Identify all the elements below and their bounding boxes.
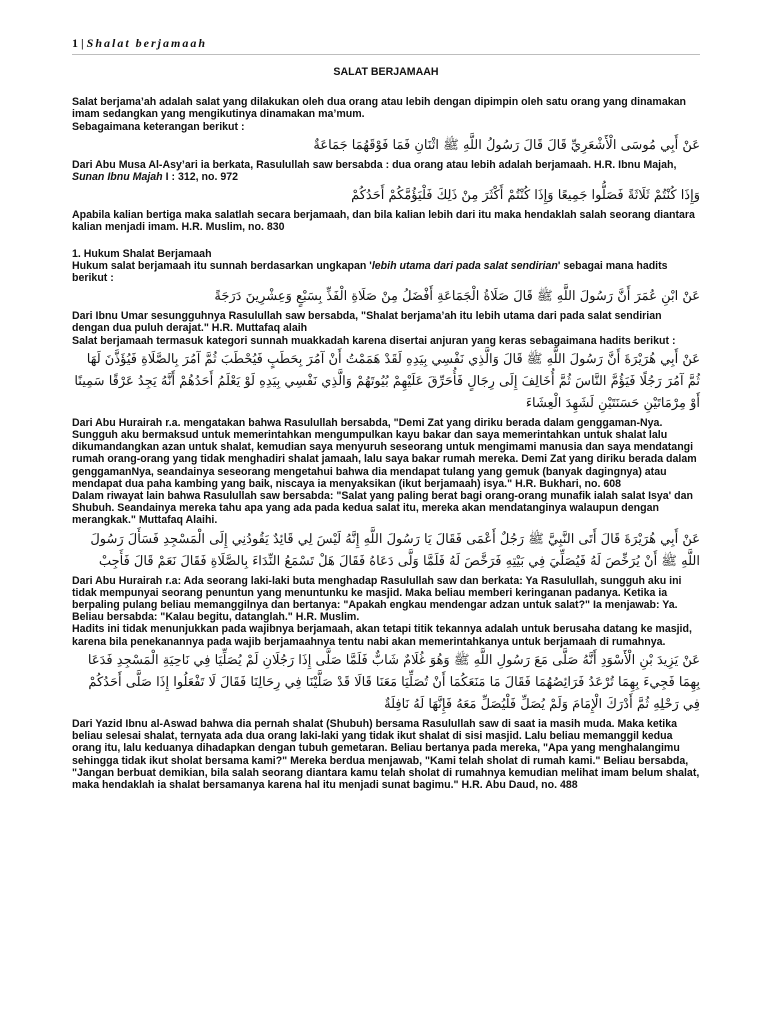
italic-citation: Sunan Ibnu Majah [72, 171, 163, 184]
paragraph: Salat berjama’ah adalah salat yang dilakukan oleh dua orang atau lebih dengan dipimpin oleh satu orang yang dinamakan imam sedangkan yang mengikutinya dinamakan ma’mum. [72, 96, 686, 121]
paragraph-text: Hukum salat berjamaah itu sunnah berdasarkan ungkapan ' [72, 259, 372, 272]
paragraph: Hadits ini tidak menunjukkan pada wajibnya berjamaah, akan tetapi titik tekannya adalah untuk berusaha datang ke masjid, karena bila penekanannya pada wajib berjamaahnya tentu nabi akan memerintahkanya untuk berjamaah di rumahnya. [72, 623, 692, 648]
page-header [72, 36, 700, 51]
paragraph: Sebagaimana keterangan berikut : [72, 120, 245, 133]
page-number: 1 [72, 36, 78, 50]
paragraph-text: Dari Abu Musa Al-Asy’ari ia berkata, Rasulullah saw bersabda : dua orang atau lebih adalah berjamaah. H.R. Ibnu Majah, [72, 158, 677, 171]
paragraph-text: I : 312, no. 972 [162, 171, 239, 184]
header-title: Shalat berjamaah [86, 36, 208, 50]
paragraph-text: ' sebagai mana hadits berikut : [72, 259, 668, 285]
arabic-text: عَنْ أَبِي هُرَيْرَةَ أَنَّ رَسُولَ اللَّهِ ﷺ قَالَ وَالَّذِي نَفْسِي بِيَدِهِ لَقَدْ هَمَمْتُ أَنْ آمُرَ بِحَطَبٍ فَيُحْطَبَ ثُمَّ آمُرَ بِالصَّلَاةِ فَيُؤَذَّنَ لَهَا ثُمَّ آمُرَ رَجُلًا فَيَؤُمَّ النَّاسَ ثُمَّ أُخَالِفَ إِلَى رِجَالٍ فَأُحَرِّقَ عَلَيْهِمْ بُيُوتَهُمْ وَالَّذِي نَفْسِي بِيَدِهِ لَوْ يَعْلَمُ أَحَدُهُمْ أَنَّهُ يَجِدُ عَرْقًا سَمِينًا أَوْ مِرْمَاتَيْنِ حَسَنَتَيْنِ لَشَهِدَ الْعِشَاءَ [74, 351, 700, 411]
paragraph: Dari Ibnu Umar sesungguhnya Rasulullah saw bersabda, "Shalat berjama’ah itu lebih utama dari pada salat sendirian dengan dua puluh derajat." H.R. Muttafaq alaih [72, 310, 662, 335]
arabic-text: عَنْ ابْنِ عُمَرَ أَنَّ رَسُولَ اللَّهِ ﷺ قَالَ صَلَاةُ الْجَمَاعَةِ أَفْضَلُ مِنْ صَلَاةِ الْفَذِّ بِسَبْعٍ وَعِشْرِينَ دَرَجَةً [214, 289, 700, 305]
arabic-text: عَنْ أَبِي هُرَيْرَةَ قَالَ أَتَى النَّبِيَّ ﷺ رَجُلٌ أَعْمَى فَقَالَ يَا رَسُولَ اللَّهِ إِنَّهُ لَيْسَ لِي قَائِدٌ يَقُودُنِي إِلَى الْمَسْجِدِ فَسَأَلَ رَسُولَ اللَّهِ ﷺ أَنْ يُرَخِّصَ لَهُ فَيُصَلِّيَ فِي بَيْتِهِ فَرَخَّصَ لَهُ فَلَمَّا وَلَّى دَعَاهُ فَقَالَ هَلْ تَسْمَعُ النِّدَاءَ بِالصَّلَاةِ فَقَالَ نَعَمْ قَالَ فَأَجِبْ [90, 531, 700, 569]
paragraph: Dari Abu Hurairah r.a. mengatakan bahwa Rasulullah bersabda, "Demi Zat yang diriku berada dalam genggaman-Nya. Sungguh aku bermaksud untuk memerintahkan mengumpulkan kayu bakar dan saya memerintahkan untuk shalat lalu dikumandangkan azan untuk shalat, kemudian saya menyuruh seseorang untuk mengimami manusia dan saya mendatangi rumah orang-orang yang tidak menghadiri shalat jamaah, lalu saya bakar rumah mereka. Demi Zat yang diriku berada dalam genggamanNya, seandainya seseorang mengetahui bahwa dia mendapat tulang yang gemuk (banyak dagingnya) atau mendapat dua paha kambing yang baik, niscaya ia menyaksikan (ikut berjamaah) isya." H.R. Bukhari, no. 608 [72, 416, 697, 490]
paragraph: Dari Yazid Ibnu al-Aswad bahwa dia pernah shalat (Shubuh) bersama Rasulullah saw di saat ia masih muda. Maka ketika beliau selesai shalat, ternyata ada dua orang laki-laki yang tidak ikut shalat di sisi masjid. Lalu beliau memanggil kedua orang itu, lalu keduanya dihadapkan dengan tubuh gemetaran. Beliau bertanya pada mereka, "Apa yang menghalangimu sehingga tidak ikut sholat bersama kami?" Mereka berdua menjawab, "Kami telah sholat di rumah kami." Beliau bersabda, "Jangan berbuat demikian, bila salah seorang diantara kamu telah sholat di rumahnya kemudian melihat imam belum shalat, maka hendaklah ia shalat bersamanya karena hal itu menjadi sunat bagimu." H.R. Abu Daud, no. 488 [72, 717, 700, 791]
italic-quote: lebih utama dari pada salat sendirian [371, 259, 558, 272]
document-body [72, 66, 700, 791]
arabic-text: وَإِذَا كُنْتُمْ ثَلَاثَةً فَصَلُّوا جَمِيعًا وَإِذَا كُنْتُمْ أَكْثَرَ مِنْ ذَلِكَ فَلْيَؤُمَّكُمْ أَحَدُكُمْ [351, 188, 700, 204]
arabic-text: عَنْ يَزِيدَ بْنِ الْأَسْوَدِ أَنَّهُ صَلَّى مَعَ رَسُولِ اللَّهِ ﷺ وَهُوَ غُلَامٌ شَابٌّ فَلَمَّا صَلَّى إِذَا رَجُلَانِ لَمْ يُصَلِّيَا فِي نَاحِيَةِ الْمَسْجِدِ فَدَعَا بِهِمَا فَجِيءَ بِهِمَا تُرْعَدُ فَرَائِصُهُمَا فَقَالَ مَا مَنَعَكُمَا أَنْ تُصَلِّيَا مَعَنَا قَالَا قَدْ صَلَّيْنَا فِي رِحَالِنَا فَقَالَ لَا تَفْعَلُوا إِذَا صَلَّى أَحَدُكُمْ فِي رَحْلِهِ ثُمَّ أَدْرَكَ الْإِمَامَ وَلَمْ يُصَلِّ فَلْيُصَلِّ مَعَهُ فَإِنَّهَا لَهُ نَافِلَةٌ [87, 652, 700, 712]
arabic-text: عَنْ أَبِي مُوسَى الْأَشْعَرِيِّ قَالَ قَالَ رَسُولُ اللَّهِ ﷺ اثْنَانِ فَمَا فَوْقَهُمَا جَمَاعَةٌ [313, 137, 700, 153]
paragraph: Dari Abu Hurairah r.a: Ada seorang laki-laki buta menghadap Rasulullah saw dan berkata: Ya Rasulullah, sungguh aku ini tidak mempunyai seorang penuntun yang menuntunku ke masjid. Maka beliau memberi keringanan padanya. Ketika ia berpaling pulang beliau memanggilnya dan bertanya: "Apakah engkau mendengar adzan untuk salat?" Ia menjawab: Ya. Beliau bersabda: "Kalau begitu, datanglah." H.R. Muslim. [72, 574, 682, 624]
document-title: SALAT BERJAMAAH [333, 66, 439, 78]
header-separator: | [81, 36, 84, 50]
paragraph [72, 159, 700, 183]
paragraph: Apabila kalian bertiga maka salatlah secara berjamaah, dan bila kalian lebih dari itu maka hendaklah salah seorang diantara kalian menjadi imam. H.R. Muslim, no. 830 [72, 209, 695, 234]
paragraph [72, 260, 700, 284]
section-heading: 1. Hukum Shalat Berjamaah [72, 247, 212, 260]
paragraph: Salat berjamaah termasuk kategori sunnah muakkadah karena disertai anjuran yang keras sebagaimana hadits berikut : [72, 334, 676, 347]
paragraph: Dalam riwayat lain bahwa Rasulullah saw bersabda: "Salat yang paling berat bagi orang-orang munafik ialah salat Isya' dan Shubuh. Seandainya mereka tahu apa yang ada pada kedua salat itu, mereka akan mendatanginya walaupun dengan merangkak." Muttafaq Alaihi. [72, 490, 693, 527]
header-rule [72, 54, 700, 55]
